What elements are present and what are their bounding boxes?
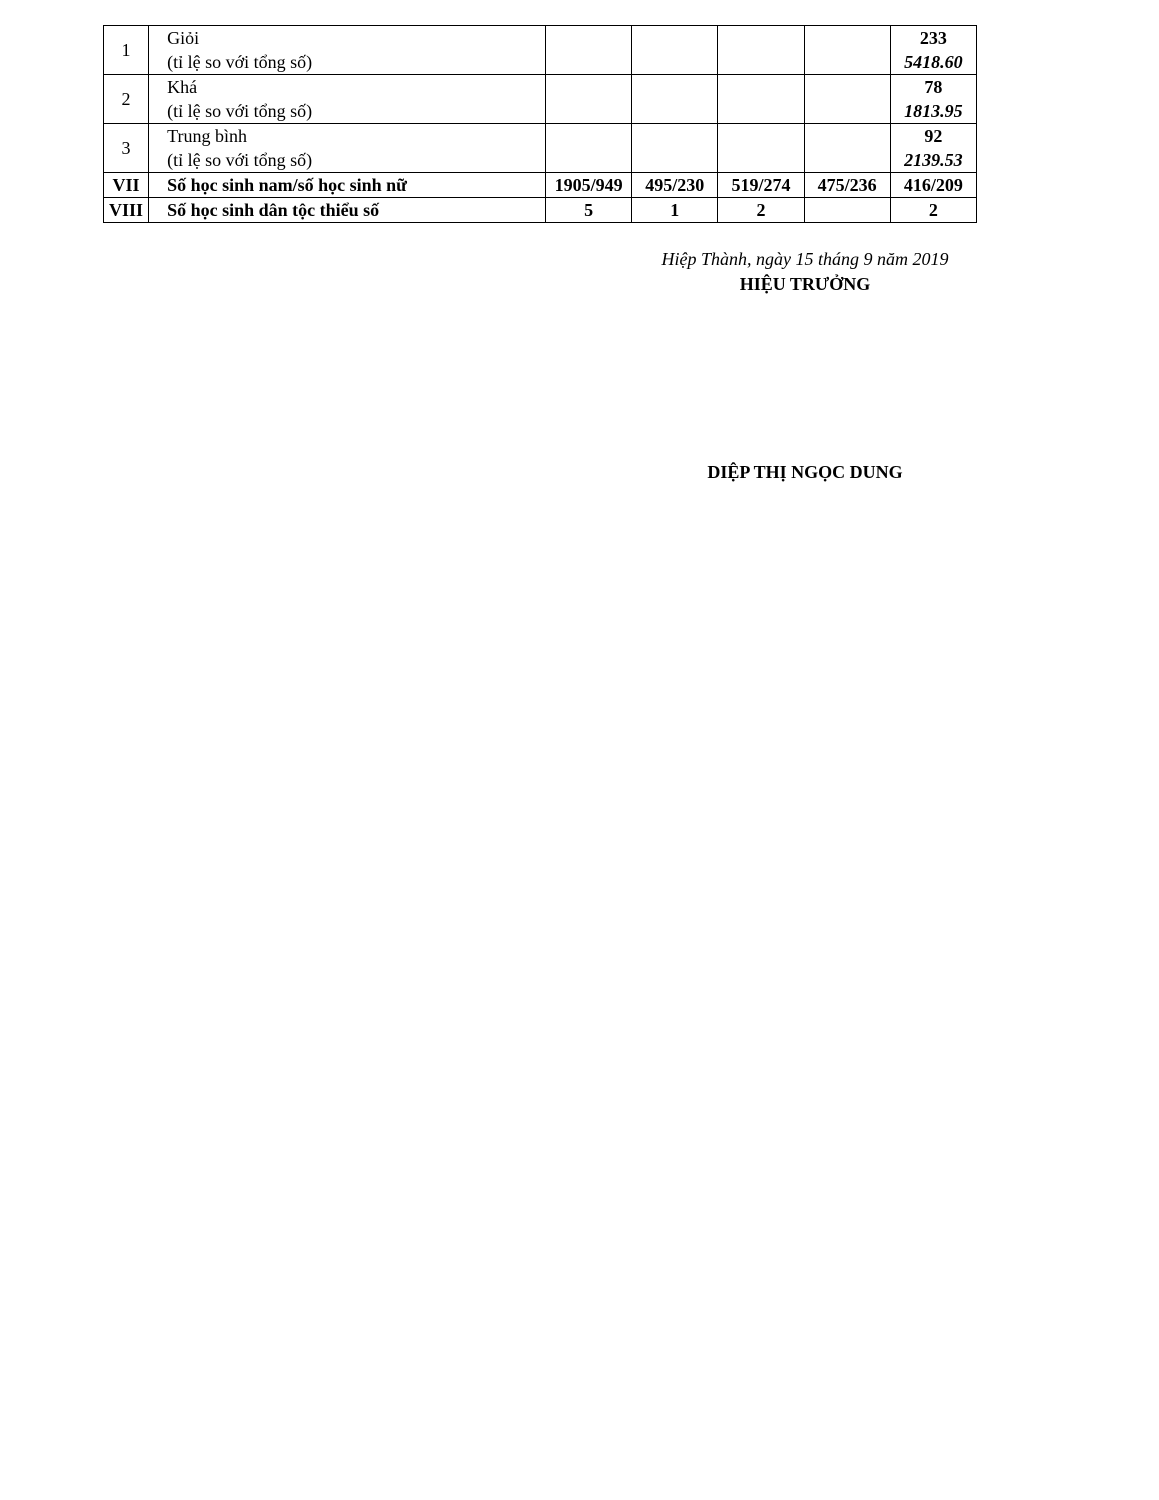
row-label: Trung bình <box>167 126 247 146</box>
row-number: VIII <box>104 198 149 223</box>
row-number: 1 <box>104 26 149 75</box>
empty-cell <box>718 124 804 173</box>
signer-name: DIỆP THỊ NGỌC DUNG <box>707 462 903 482</box>
row-sublabel: (tỉ lệ so với tổng số) <box>167 150 313 170</box>
value-cell <box>890 75 976 124</box>
row-number: 2 <box>104 75 149 124</box>
row-number: VII <box>104 173 149 198</box>
empty-cell <box>632 26 718 75</box>
value-cell: 416/209 <box>890 173 976 198</box>
value-cell: 1 <box>632 198 718 223</box>
empty-cell <box>804 124 890 173</box>
count-value: 233 <box>919 28 947 48</box>
value-cell <box>890 26 976 75</box>
value-cell: 2 <box>890 198 976 223</box>
empty-cell <box>804 26 890 75</box>
empty-cell <box>804 75 890 124</box>
table-row-rating-2 <box>104 75 977 124</box>
row-sublabel: (tỉ lệ so với tổng số) <box>167 52 313 72</box>
empty-cell <box>632 75 718 124</box>
ratio-value: 5418.60 <box>904 52 963 72</box>
value-cell: 1905/949 <box>546 173 632 198</box>
row-label: Khá <box>167 77 198 97</box>
signer-title: HIỆU TRƯỞNG <box>739 274 871 294</box>
row-sublabel: (tỉ lệ so với tổng số) <box>167 101 313 121</box>
empty-cell <box>632 124 718 173</box>
value-cell <box>804 198 890 223</box>
place-date: Hiệp Thành, ngày 15 tháng 9 năm 2019 <box>661 249 949 269</box>
value-cell <box>890 124 976 173</box>
count-value: 92 <box>924 126 943 146</box>
table-row-rating-3 <box>104 124 977 173</box>
row-label: Giỏi <box>167 28 200 48</box>
table-row-ethnic-minority <box>104 198 977 223</box>
ratio-value: 1813.95 <box>904 101 963 121</box>
row-label-cell <box>149 124 546 173</box>
empty-cell <box>718 75 804 124</box>
statistics-table <box>103 25 977 223</box>
row-label: Số học sinh dân tộc thiểu số <box>149 198 546 223</box>
table-row-gender <box>104 173 977 198</box>
empty-cell <box>718 26 804 75</box>
row-number: 3 <box>104 124 149 173</box>
empty-cell <box>546 26 632 75</box>
empty-cell <box>546 124 632 173</box>
row-label: Số học sinh nam/số học sinh nữ <box>149 173 546 198</box>
value-cell: 495/230 <box>632 173 718 198</box>
row-label-cell <box>149 75 546 124</box>
row-label-cell <box>149 26 546 75</box>
ratio-value: 2139.53 <box>904 150 963 170</box>
value-cell: 475/236 <box>804 173 890 198</box>
value-cell: 5 <box>546 198 632 223</box>
value-cell: 519/274 <box>718 173 804 198</box>
value-cell: 2 <box>718 198 804 223</box>
table-row-rating-1 <box>104 26 977 75</box>
count-value: 78 <box>924 77 943 97</box>
empty-cell <box>546 75 632 124</box>
